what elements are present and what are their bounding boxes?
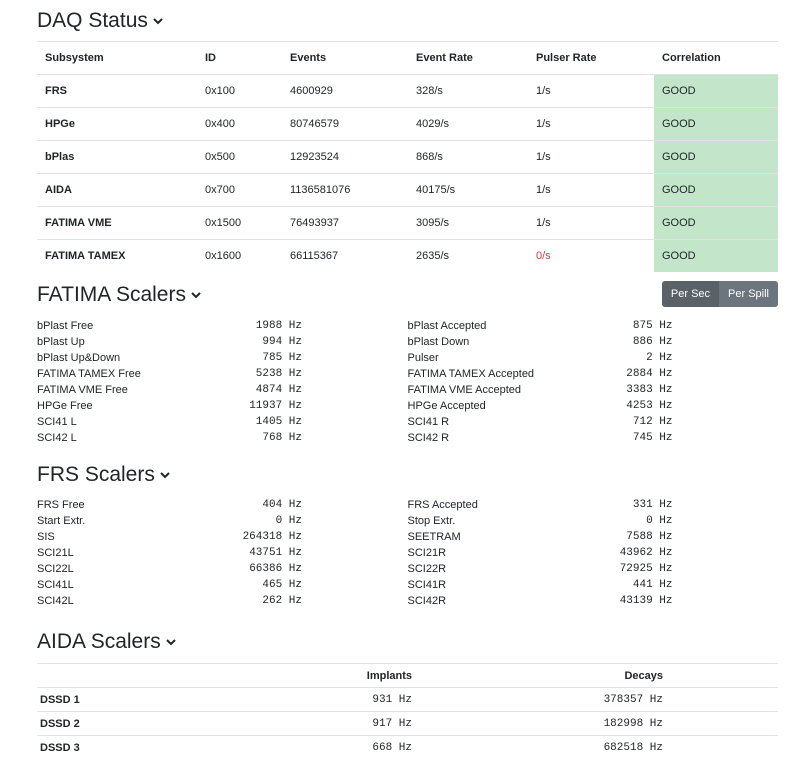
scaler-value: 4874 Hz: [255, 384, 302, 396]
scaler-row: [37, 366, 408, 382]
scaler-row: [37, 398, 408, 414]
correlation-status-cell: GOOD: [654, 207, 778, 240]
pulser-rate-cell: 0/s: [528, 240, 654, 273]
column-header: Pulser Rate: [528, 42, 654, 75]
scaler-row: [37, 414, 408, 430]
scaler-value: 745 Hz: [632, 432, 673, 444]
scaler-value: 768 Hz: [262, 432, 302, 444]
scaler-value: 2 Hz: [646, 352, 673, 364]
scaler-value: 5238 Hz: [255, 368, 302, 380]
id-cell: 0x1600: [197, 240, 282, 273]
scaler-row: [37, 577, 408, 593]
scaler-value: 712 Hz: [632, 416, 673, 428]
spacer-cell: [663, 712, 778, 736]
events-cell: 66115367: [282, 240, 408, 273]
scaler-label: SCI21L: [37, 547, 74, 559]
scaler-row: [408, 430, 779, 446]
subsystem-cell: FATIMA TAMEX: [37, 240, 197, 273]
column-header: Subsystem: [37, 42, 197, 75]
id-cell: 0x700: [197, 174, 282, 207]
decays-cell: 182998 Hz: [412, 712, 663, 736]
implants-cell: 917 Hz: [157, 712, 412, 736]
scaler-value: 465 Hz: [262, 579, 302, 591]
scaler-row: [408, 382, 779, 398]
spacer-cell: [663, 688, 778, 712]
event-rate-cell: 2635/s: [408, 240, 528, 273]
events-cell: 80746579: [282, 108, 408, 141]
table-row: [37, 240, 778, 273]
column-header: Event Rate: [408, 42, 528, 75]
scaler-label: bPlast Up: [37, 336, 85, 348]
scaler-label: FATIMA TAMEX Free: [37, 368, 141, 380]
fatima-scalers-header[interactable]: [37, 280, 778, 310]
scaler-value: 3383 Hz: [626, 384, 673, 396]
fatima-scalers-grid: [37, 318, 778, 446]
scaler-value: 72925 Hz: [619, 563, 673, 575]
scaler-row: [37, 497, 408, 513]
scaler-label: Start Extr.: [37, 515, 86, 527]
fatima-scalers-right-column: [408, 318, 779, 446]
chevron-down-icon[interactable]: [190, 289, 202, 301]
event-rate-cell: 40175/s: [408, 174, 528, 207]
event-rate-cell: 868/s: [408, 141, 528, 174]
table-row: [37, 174, 778, 207]
scaler-label: bPlast Down: [407, 336, 470, 348]
column-header: Implants: [157, 664, 412, 688]
frs-scalers-grid: [37, 497, 778, 609]
table-header-row: [37, 42, 778, 75]
frs-scalers-header[interactable]: [37, 460, 778, 490]
fatima-scalers-left-column: [37, 318, 408, 446]
scaler-label: HPGe Free: [37, 400, 93, 412]
events-cell: 76493937: [282, 207, 408, 240]
scaler-value: 264318 Hz: [242, 531, 302, 543]
daq-status-header[interactable]: [37, 6, 778, 36]
table-row: [37, 141, 778, 174]
table-row: [37, 712, 778, 736]
daq-status-title: DAQ Status: [37, 9, 148, 32]
scaler-row: [37, 529, 408, 545]
scaler-value: 404 Hz: [262, 499, 302, 511]
scaler-row: [37, 561, 408, 577]
scaler-row: [408, 334, 779, 350]
scaler-value: 1988 Hz: [255, 320, 302, 332]
subsystem-cell: FRS: [37, 75, 197, 108]
decays-cell: 682518 Hz: [412, 736, 663, 760]
scaler-value: 886 Hz: [632, 336, 673, 348]
scaler-label: bPlast Up&Down: [37, 352, 121, 364]
implants-cell: 931 Hz: [157, 688, 412, 712]
pulser-rate-cell: 1/s: [528, 75, 654, 108]
scaler-row: [408, 561, 779, 577]
table-row: [37, 736, 778, 760]
table-header-row: [37, 664, 778, 688]
scaler-value: 66386 Hz: [249, 563, 302, 575]
events-cell: 1136581076: [282, 174, 408, 207]
scaler-row: [37, 430, 408, 446]
id-cell: 0x100: [197, 75, 282, 108]
event-rate-cell: 3095/s: [408, 207, 528, 240]
scaler-value: 0 Hz: [646, 515, 673, 527]
column-header: ID: [197, 42, 282, 75]
scaler-label: SCI41L: [37, 579, 74, 591]
scaler-row: [408, 398, 779, 414]
scaler-label: SCI42R: [407, 595, 447, 607]
events-cell: 4600929: [282, 75, 408, 108]
scaler-value: 0 Hz: [275, 515, 302, 527]
scaler-label: SCI42 L: [37, 432, 77, 444]
scaler-label: SCI22R: [407, 563, 447, 575]
scaler-value: 1405 Hz: [255, 416, 302, 428]
aida-scalers-header[interactable]: [37, 627, 778, 657]
scaler-value: 43751 Hz: [249, 547, 302, 559]
scaler-row: [408, 414, 779, 430]
column-header: Decays: [412, 664, 663, 688]
scaler-value: 994 Hz: [262, 336, 302, 348]
rate-mode-toggle: [662, 281, 778, 307]
subsystem-cell: AIDA: [37, 174, 197, 207]
id-cell: 0x1500: [197, 207, 282, 240]
spacer-cell: [663, 736, 778, 760]
table-row: [37, 688, 778, 712]
column-header: Correlation: [654, 42, 778, 75]
scaler-row: [408, 513, 779, 529]
scaler-row: [37, 318, 408, 334]
scaler-label: SCI42L: [37, 595, 74, 607]
frs-scalers-title: FRS Scalers: [37, 463, 155, 486]
scaler-row: [408, 350, 779, 366]
scaler-label: FRS Accepted: [407, 499, 478, 511]
scaler-label: SCI41 R: [407, 416, 450, 428]
scaler-row: [37, 382, 408, 398]
scaler-label: bPlast Free: [37, 320, 94, 332]
implants-cell: 668 Hz: [157, 736, 412, 760]
id-cell: 0x400: [197, 108, 282, 141]
scaler-row: [408, 497, 779, 513]
scaler-label: SCI22L: [37, 563, 74, 575]
fatima-scalers-title: FATIMA Scalers: [37, 283, 186, 306]
scaler-row: [37, 513, 408, 529]
scaler-label: bPlast Accepted: [407, 320, 487, 332]
aida-scalers-title: AIDA Scalers: [37, 630, 161, 653]
column-header: Events: [282, 42, 408, 75]
chevron-down-icon[interactable]: [152, 15, 164, 27]
event-rate-cell: 4029/s: [408, 108, 528, 141]
scaler-row: [408, 318, 779, 334]
scaler-label: SIS: [37, 531, 55, 543]
table-row: [37, 75, 778, 108]
scaler-value: 7588 Hz: [626, 531, 673, 543]
scaler-row: [37, 350, 408, 366]
frs-scalers-right-column: [408, 497, 779, 609]
scaler-value: 262 Hz: [262, 595, 302, 607]
pulser-rate-cell: 1/s: [528, 108, 654, 141]
scaler-row: [37, 545, 408, 561]
correlation-status-cell: GOOD: [654, 141, 778, 174]
pulser-rate-cell: 1/s: [528, 174, 654, 207]
scaler-label: HPGe Accepted: [407, 400, 486, 412]
subsystem-cell: bPlas: [37, 141, 197, 174]
column-header-spacer: [663, 664, 778, 688]
correlation-status-cell: GOOD: [654, 75, 778, 108]
scaler-label: FRS Free: [37, 499, 85, 511]
chevron-down-icon[interactable]: [165, 636, 177, 648]
scaler-value: 2884 Hz: [626, 368, 673, 380]
scaler-label: SEETRAM: [407, 531, 461, 543]
scaler-value: 875 Hz: [632, 320, 673, 332]
scaler-label: FATIMA VME Free: [37, 384, 128, 396]
scaler-row: [408, 366, 779, 382]
decays-cell: 378357 Hz: [412, 688, 663, 712]
scaler-row: [408, 593, 779, 609]
scaler-value: 11937 Hz: [249, 400, 302, 412]
scaler-label: Stop Extr.: [407, 515, 456, 527]
daq-status-table: [37, 41, 778, 272]
scaler-label: Pulser: [407, 352, 439, 364]
scaler-value: 441 Hz: [632, 579, 673, 591]
scaler-row: [37, 593, 408, 609]
scaler-label: SCI41R: [407, 579, 447, 591]
chevron-down-icon[interactable]: [159, 469, 171, 481]
scaler-label: FATIMA VME Accepted: [407, 384, 522, 396]
subsystem-cell: HPGe: [37, 108, 197, 141]
pulser-rate-cell: 1/s: [528, 207, 654, 240]
scaler-label: SCI21R: [407, 547, 447, 559]
pulser-rate-cell: 1/s: [528, 141, 654, 174]
scaler-label: SCI42 R: [407, 432, 450, 444]
column-header: [37, 664, 157, 688]
dssd-name-cell: DSSD 2: [37, 712, 157, 736]
scaler-row: [408, 529, 779, 545]
events-cell: 12923524: [282, 141, 408, 174]
correlation-status-cell: GOOD: [654, 108, 778, 141]
scaler-value: 43962 Hz: [619, 547, 673, 559]
scaler-row: [37, 334, 408, 350]
table-row: [37, 207, 778, 240]
subsystem-cell: FATIMA VME: [37, 207, 197, 240]
dssd-name-cell: DSSD 1: [37, 688, 157, 712]
scaler-value: 4253 Hz: [626, 400, 673, 412]
scaler-value: 785 Hz: [262, 352, 302, 364]
scaler-row: [408, 545, 779, 561]
event-rate-cell: 328/s: [408, 75, 528, 108]
correlation-status-cell: GOOD: [654, 240, 778, 273]
scaler-label: FATIMA TAMEX Accepted: [407, 368, 535, 380]
scaler-row: [408, 577, 779, 593]
aida-scalers-table: [37, 663, 778, 759]
table-row: [37, 108, 778, 141]
frs-scalers-left-column: [37, 497, 408, 609]
per-spill-button[interactable]: Per Spill: [719, 281, 778, 307]
scaler-value: 43139 Hz: [619, 595, 673, 607]
scaler-value: 331 Hz: [632, 499, 673, 511]
scaler-label: SCI41 L: [37, 416, 77, 428]
correlation-status-cell: GOOD: [654, 174, 778, 207]
per-sec-button[interactable]: Per Sec: [662, 281, 719, 307]
id-cell: 0x500: [197, 141, 282, 174]
dssd-name-cell: DSSD 3: [37, 736, 157, 760]
